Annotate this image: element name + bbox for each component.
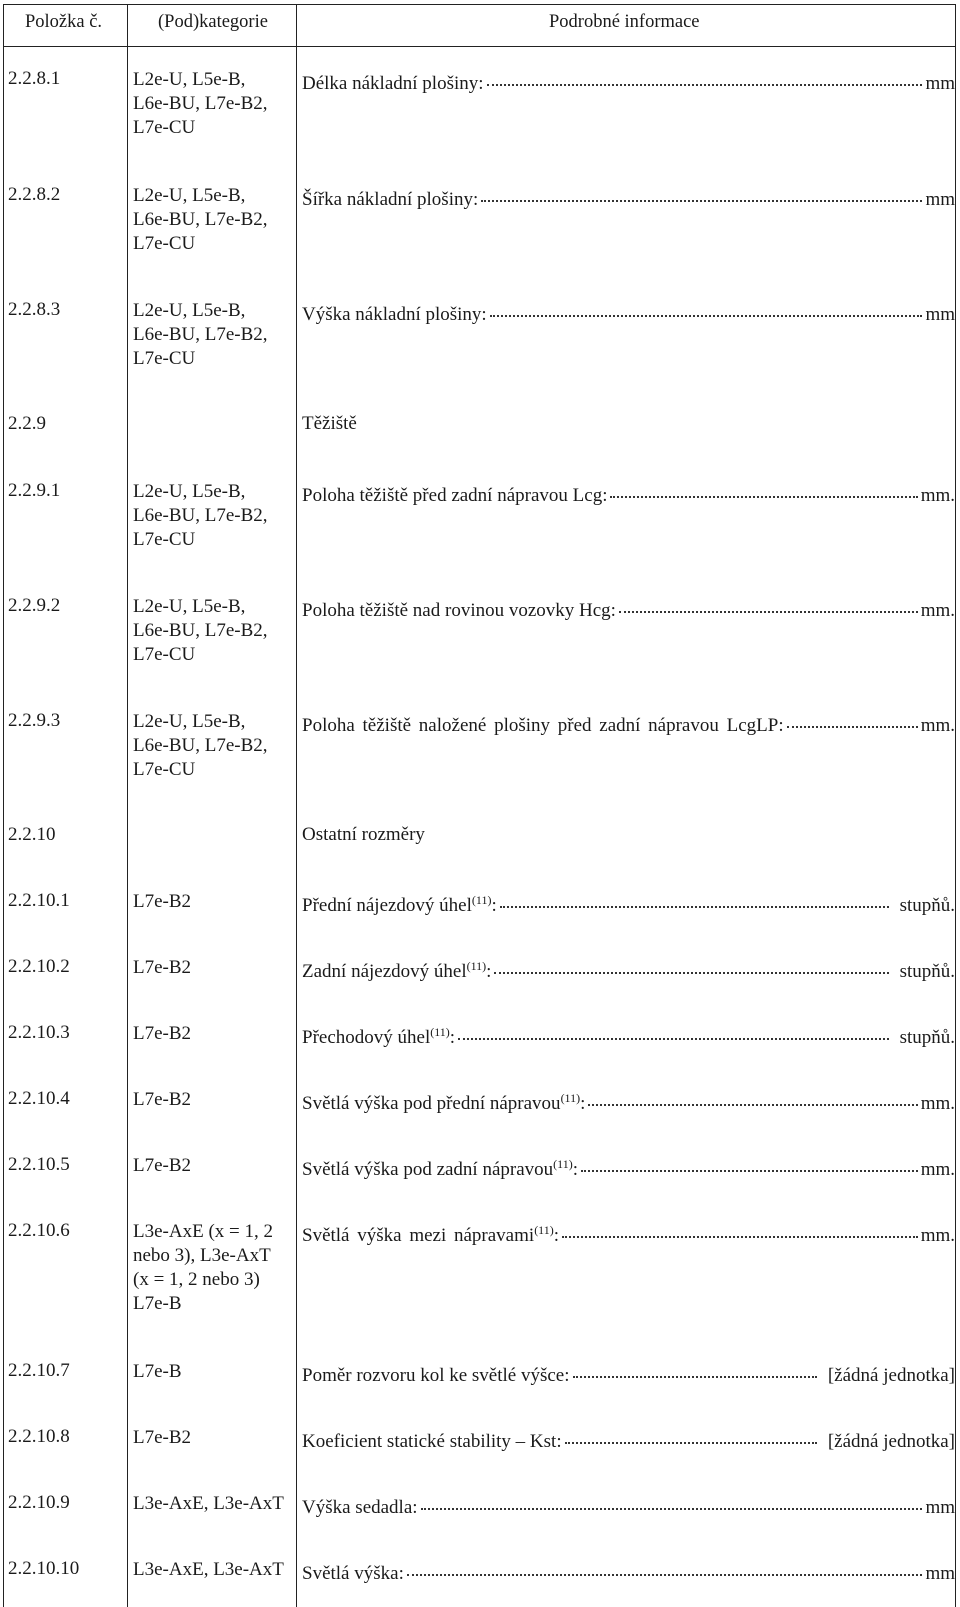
fill-in-dotted-line[interactable] (588, 1085, 917, 1106)
detail-label-text: Poloha těžiště nad rovinou vozovky Hcg: (302, 600, 616, 621)
detail-label: Přední nájezdový úhel$^{(11)}$: (302, 893, 497, 916)
header-divider (3, 46, 956, 47)
category-line: L7e-CU (133, 348, 196, 369)
detail-label-text: Poloha těžiště před zadní nápravou Lcg: (302, 485, 608, 506)
unit-label: [žádná jednotka] (827, 1431, 955, 1452)
category-line: L6e-BU, L7e-B2, (133, 93, 268, 114)
detail-label-text: Poloha těžiště naložené plošiny před zadní nápravou LcgLP: (302, 715, 784, 736)
table-row (0, 1022, 960, 1046)
table-row (0, 1558, 960, 1582)
unit-label: mm (925, 1497, 955, 1518)
detail-label (302, 1563, 404, 1585)
detail-label-text: Ostatní rozměry (302, 824, 425, 845)
header-category: (Pod)kategorie (158, 12, 268, 32)
table-row (0, 956, 960, 980)
detail-label-text: Přední nájezdový úhel (302, 895, 472, 916)
item-number: 2.2.10.2 (8, 956, 70, 977)
detail-label: Světlá výška pod zadní nápravou$^{(11)}$: (302, 1157, 578, 1180)
detail-cell (302, 299, 955, 326)
fill-in-dotted-line[interactable] (487, 65, 923, 86)
detail-label (302, 1497, 418, 1519)
detail-label-text: Světlá výška mezi nápravami (302, 1225, 535, 1246)
category-line: L7e-B2 (133, 1155, 192, 1176)
category-line: L2e-U, L5e-B, (133, 185, 246, 206)
unit-label: [žádná jednotka] (827, 1365, 955, 1386)
detail-cell (302, 710, 955, 737)
category-line: L6e-BU, L7e-B2, (133, 735, 268, 756)
detail-cell (302, 824, 955, 846)
category-line: L6e-BU, L7e-B2, (133, 209, 268, 230)
detail-label (302, 304, 487, 326)
category-line: nebo 3), L3e-AxT (133, 1245, 271, 1266)
unit-label: mm. (920, 1093, 955, 1114)
footnote-reference: (11) (471, 893, 492, 907)
fill-in-dotted-line[interactable] (490, 296, 923, 317)
fill-in-dotted-line[interactable] (481, 181, 922, 202)
detail-cell (302, 956, 955, 983)
category-line: L2e-U, L5e-B, (133, 596, 246, 617)
unit-label: mm. (920, 1159, 955, 1180)
category-line: L2e-U, L5e-B, (133, 300, 246, 321)
fill-in-dotted-line[interactable] (458, 1019, 889, 1040)
category-line: L7e-CU (133, 644, 196, 665)
detail-label (302, 824, 425, 846)
detail-label (302, 189, 478, 211)
table-row (0, 1088, 960, 1112)
detail-label-text: Zadní nájezdový úhel (302, 961, 467, 982)
item-number: 2.2.8.1 (8, 68, 61, 89)
detail-label: Zadní nájezdový úhel$^{(11)}$: (302, 959, 492, 982)
detail-cell (302, 1088, 955, 1115)
table-row (0, 480, 960, 550)
unit-label: stupňů. (899, 895, 955, 916)
detail-cell (302, 1360, 955, 1387)
detail-cell (302, 1492, 955, 1519)
fill-in-dotted-line[interactable] (407, 1555, 923, 1576)
table-row (0, 824, 960, 848)
category-line: L7e-B2 (133, 891, 192, 912)
category-cell (133, 595, 291, 667)
detail-cell (302, 184, 955, 211)
table-row (0, 413, 960, 437)
category-line: L6e-BU, L7e-B2, (133, 324, 268, 345)
item-number: 2.2.9.1 (8, 480, 61, 501)
detail-label (302, 1431, 562, 1453)
category-line: L3e-AxE, L3e-AxT (133, 1559, 284, 1580)
item-number: 2.2.8.3 (8, 299, 61, 320)
detail-cell (302, 890, 955, 917)
category-cell (133, 1220, 291, 1316)
detail-label-text: Světlá výška pod přední nápravou (302, 1093, 561, 1114)
table-row (0, 1220, 960, 1314)
category-cell (133, 1154, 291, 1178)
detail-label: Světlá výška pod přední nápravou$^{(11)}$: (302, 1091, 586, 1114)
detail-label (302, 485, 607, 507)
footnote-reference: (11) (430, 1025, 450, 1039)
category-cell (133, 68, 291, 140)
detail-cell (302, 1022, 955, 1049)
detail-label-text: Světlá výška pod zadní nápravou (302, 1159, 554, 1180)
detail-cell (302, 1558, 955, 1585)
detail-cell (302, 68, 955, 95)
fill-in-dotted-line[interactable] (619, 592, 918, 613)
table-row (0, 710, 960, 780)
unit-label: mm (925, 73, 955, 94)
category-cell (133, 1492, 291, 1516)
category-line: L7e-B2 (133, 1427, 192, 1448)
detail-cell (302, 595, 955, 622)
fill-in-dotted-line[interactable] (565, 1423, 817, 1444)
table-row (0, 1492, 960, 1516)
detail-label-text: Těžiště (302, 413, 357, 434)
category-line: L6e-BU, L7e-B2, (133, 505, 268, 526)
footnote-reference: (11) (553, 1157, 573, 1171)
category-line: L7e-B2 (133, 957, 192, 978)
fill-in-dotted-line[interactable] (581, 1151, 918, 1172)
unit-label: mm. (920, 485, 955, 506)
unit-label: mm (925, 304, 955, 325)
detail-label-text: Světlá výška: (302, 1563, 404, 1584)
category-line: L7e-CU (133, 117, 196, 138)
category-cell (133, 710, 291, 782)
category-cell (133, 956, 291, 980)
detail-label-text: Koeficient statické stability – Kst: (302, 1431, 562, 1452)
category-line: (x = 1, 2 nebo 3) (133, 1269, 260, 1290)
detail-label (302, 715, 784, 737)
header-item-number: Položka č. (25, 12, 103, 32)
item-number: 2.2.10.7 (8, 1360, 70, 1381)
detail-label-text: Výška nákladní plošiny: (302, 304, 487, 325)
detail-label-text: Přechodový úhel (302, 1027, 431, 1048)
item-number: 2.2.10.6 (8, 1220, 70, 1241)
category-cell (133, 1426, 291, 1450)
category-cell (133, 1558, 291, 1582)
item-number: 2.2.9.3 (8, 710, 61, 731)
category-line: L7e-CU (133, 529, 196, 550)
unit-label: mm. (920, 600, 955, 621)
fill-in-dotted-line[interactable] (562, 1217, 918, 1238)
unit-label: mm. (920, 715, 955, 736)
detail-cell (302, 413, 955, 435)
header-details: Podrobné informace (549, 12, 700, 32)
detail-cell (302, 480, 955, 507)
category-line: L3e-AxE, L3e-AxT (133, 1493, 284, 1514)
fill-in-dotted-line[interactable] (787, 707, 918, 728)
category-line: L3e-AxE (x = 1, 2 (133, 1221, 273, 1242)
item-number: 2.2.10.5 (8, 1154, 70, 1175)
category-line: L7e-B (133, 1293, 182, 1314)
fill-in-dotted-line[interactable] (421, 1489, 923, 1510)
item-number: 2.2.9.2 (8, 595, 61, 616)
table-row (0, 184, 960, 254)
detail-label-text: Délka nákladní plošiny: (302, 73, 484, 94)
detail-label (302, 413, 357, 435)
fill-in-dotted-line[interactable] (573, 1357, 817, 1378)
category-cell (133, 299, 291, 371)
item-number: 2.2.10.4 (8, 1088, 70, 1109)
detail-cell (302, 1426, 955, 1453)
footnote-reference: (11) (560, 1091, 581, 1105)
item-number: 2.2.9 (8, 413, 46, 434)
category-line: L7e-CU (133, 759, 196, 780)
footnote-reference: (11) (466, 959, 487, 973)
detail-label-text: Poměr rozvoru kol ke světlé výšce: (302, 1365, 570, 1386)
table-row (0, 1426, 960, 1450)
detail-cell (302, 1154, 955, 1181)
detail-label-text: Šířka nákladní plošiny: (302, 189, 479, 210)
item-number: 2.2.10 (8, 824, 56, 845)
category-cell (133, 1088, 291, 1112)
table-row (0, 299, 960, 369)
unit-label: mm (925, 189, 955, 210)
detail-cell (302, 1220, 955, 1247)
table-row (0, 1360, 960, 1384)
item-number: 2.2.10.10 (8, 1558, 80, 1579)
category-line: L2e-U, L5e-B, (133, 69, 246, 90)
table-row (0, 595, 960, 665)
category-line: L6e-BU, L7e-B2, (133, 620, 268, 641)
detail-label (302, 1365, 570, 1387)
category-line: L7e-B2 (133, 1089, 192, 1110)
item-number: 2.2.10.3 (8, 1022, 70, 1043)
unit-label: mm. (920, 1225, 955, 1246)
detail-label: Světlá výška mezi nápravami$^{(11)}$: (302, 1223, 560, 1246)
detail-label (302, 600, 616, 622)
item-number: 2.2.10.1 (8, 890, 70, 911)
category-cell (133, 1360, 291, 1384)
category-line: L7e-CU (133, 233, 196, 254)
detail-label: Přechodový úhel$^{(11)}$: (302, 1025, 456, 1048)
category-line: L7e-B (133, 1361, 182, 1382)
fill-in-dotted-line[interactable] (494, 953, 888, 974)
item-number: 2.2.10.8 (8, 1426, 70, 1447)
unit-label: stupňů. (899, 961, 955, 982)
table-row (0, 1154, 960, 1178)
category-cell (133, 184, 291, 256)
category-cell (133, 480, 291, 552)
unit-label: stupňů. (899, 1027, 955, 1048)
fill-in-dotted-line[interactable] (500, 887, 889, 908)
table-row (0, 890, 960, 914)
category-cell (133, 1022, 291, 1046)
category-line: L2e-U, L5e-B, (133, 711, 246, 732)
item-number: 2.2.10.9 (8, 1492, 70, 1513)
detail-label (302, 73, 484, 95)
item-number: 2.2.8.2 (8, 184, 61, 205)
category-cell (133, 890, 291, 914)
unit-label: mm (925, 1563, 955, 1584)
category-line: L2e-U, L5e-B, (133, 481, 246, 502)
table-row (0, 68, 960, 138)
detail-label-text: Výška sedadla: (302, 1497, 418, 1518)
footnote-reference: (11) (534, 1223, 554, 1237)
fill-in-dotted-line[interactable] (610, 477, 917, 498)
category-line: L7e-B2 (133, 1023, 192, 1044)
